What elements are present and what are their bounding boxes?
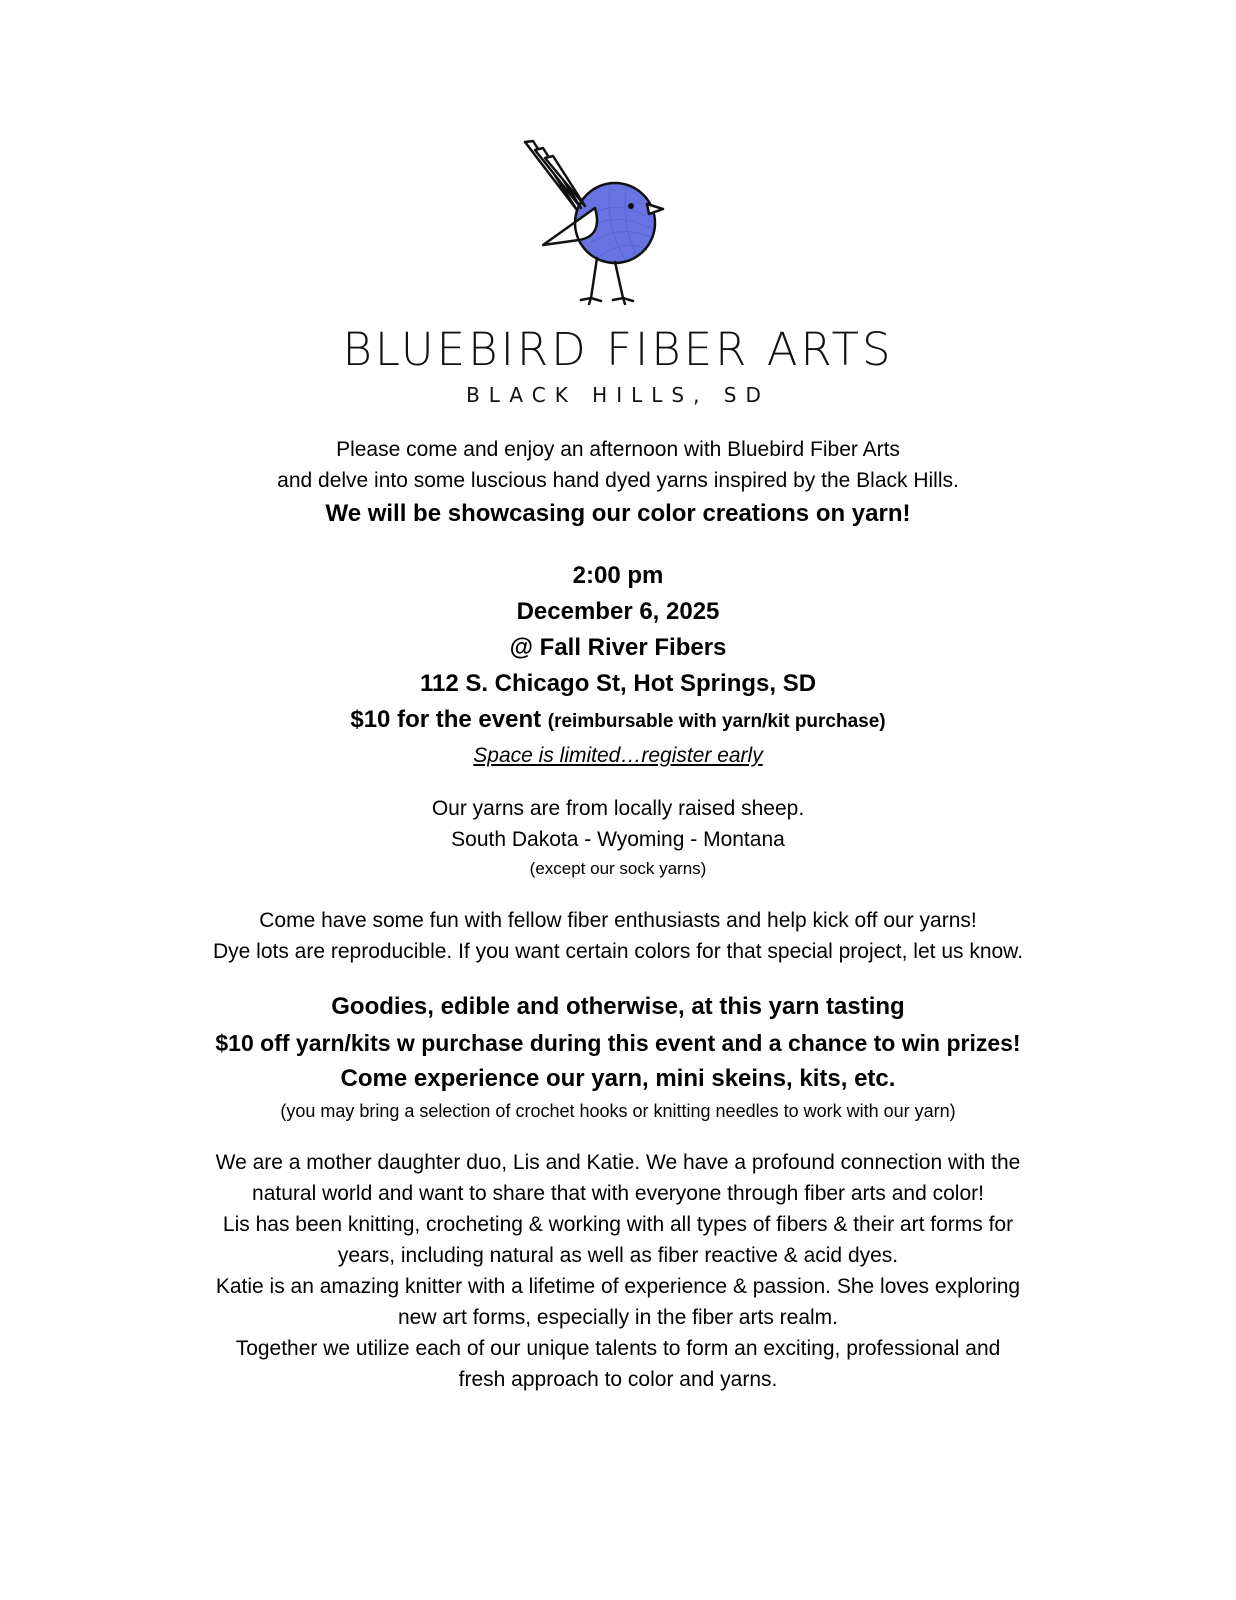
bluebird-logo-icon (515, 138, 675, 313)
event-date: December 6, 2025 (516, 598, 720, 625)
invite-line-1: Come have some fun with fellow fiber enthusiasts and help kick off our yarns! (259, 909, 977, 932)
about-line: We are a mother daughter duo, Lis and Katie. We have a profound connection with the (215, 1151, 1021, 1174)
about-line: Lis has been knitting, crocheting & working with all types of fibers & their art forms for (222, 1213, 1014, 1236)
about-line: natural world and want to share that with everyone through fiber arts and color! (252, 1182, 984, 1205)
brand-location: BLACK HILLS, SD (466, 383, 770, 407)
brand-name: BLUEBIRD FIBER ARTS (342, 323, 894, 376)
event-price: $10 for the event (350, 706, 542, 733)
event-time: 2:00 pm (572, 562, 664, 589)
event-price-note: (reimbursable with yarn/kit purchase) (547, 711, 886, 732)
about-line: Together we utilize each of our unique talents to form an exciting, professional and (235, 1337, 1001, 1360)
sourcing-line-2: South Dakota - Wyoming - Montana (451, 828, 785, 851)
highlight-line-2: $10 off yarn/kits w purchase during this event and a chance to win prizes! (215, 1030, 1021, 1056)
sourcing-note: (except our sock yarns) (529, 859, 707, 878)
about-line: years, including natural as well as fiber reactive & acid dyes. (337, 1244, 899, 1267)
about-line: new art forms, especially in the fiber arts realm. (398, 1306, 838, 1329)
registration-notice: Space is limited…register early (473, 744, 763, 767)
flyer-content (80, 434, 1156, 1395)
intro-line-2: and delve into some luscious hand dyed yarns inspired by the Black Hills. (277, 469, 959, 492)
invite-line-2: Dye lots are reproducible. If you want certain colors for that special project, let us know. (212, 940, 1024, 963)
event-price-line (80, 702, 1156, 740)
event-venue: @ Fall River Fibers (509, 634, 727, 661)
event-address: 112 S. Chicago St, Hot Springs, SD (419, 670, 817, 697)
about-line: Katie is an amazing knitter with a lifetime of experience & passion. She loves exploring (215, 1275, 1021, 1298)
sourcing-line-1: Our yarns are from locally raised sheep. (431, 797, 805, 820)
about-line: fresh approach to color and yarns. (458, 1368, 778, 1391)
intro-headline: We will be showcasing our color creations on yarn! (325, 500, 911, 527)
highlight-note: (you may bring a selection of crochet hooks or knitting needles to work with our yarn) (280, 1101, 956, 1121)
highlight-line-3: Come experience our yarn, mini skeins, kits, etc. (340, 1065, 896, 1092)
highlight-line-1: Goodies, edible and otherwise, at this yarn tasting (331, 993, 905, 1020)
intro-line-1: Please come and enjoy an afternoon with Bluebird Fiber Arts (336, 438, 900, 461)
